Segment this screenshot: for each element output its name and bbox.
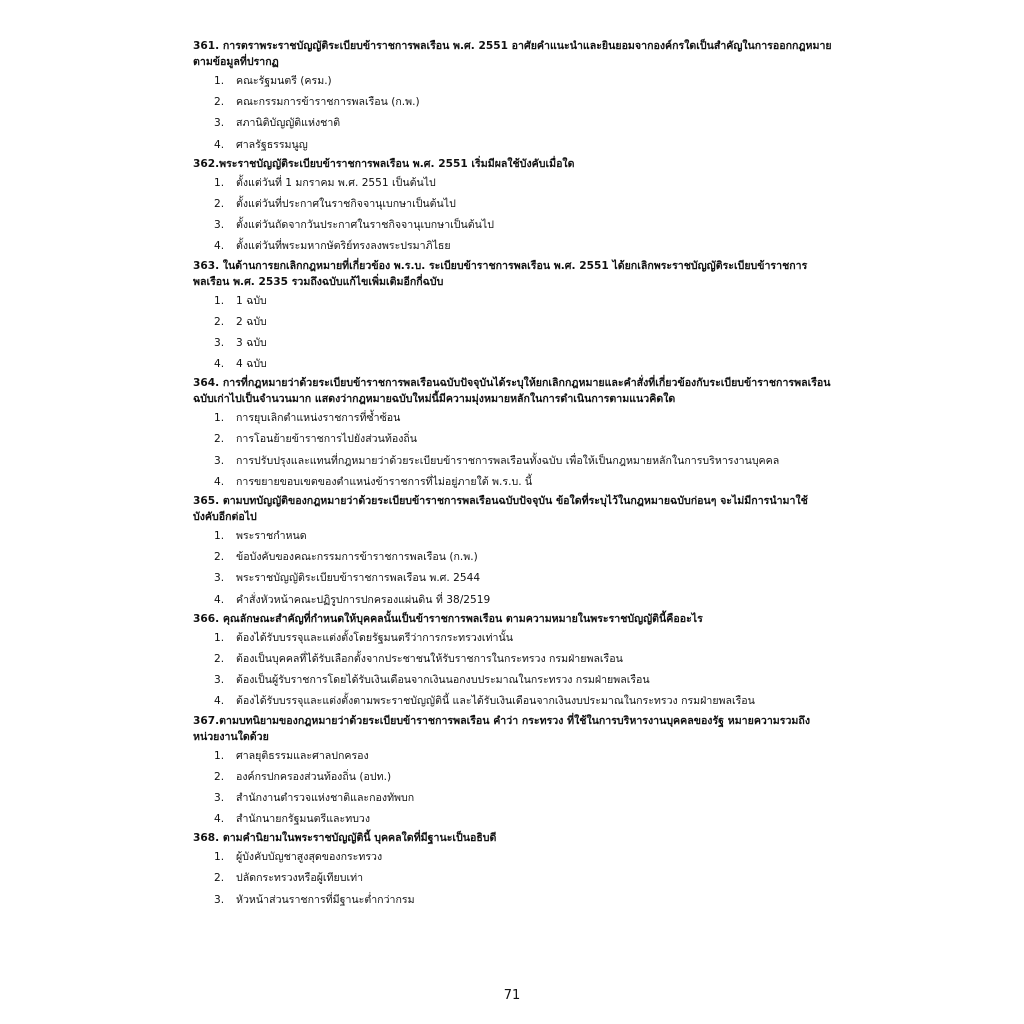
question-text: 362.พระราชบัญญัติระเบียบข้าราชการพลเรือน พ.ศ. 2551 เริ่มมีผลใช้บังคับเมื่อใด xyxy=(193,157,575,170)
option-text: ตั้งแต่วันที่พระมหากษัตริย์ทรงลงพระปรมาภิไธย xyxy=(236,240,451,253)
answer-options xyxy=(193,71,833,156)
option-text: สภานิติบัญญัติแห่งชาติ xyxy=(236,117,341,130)
option-number: 2. xyxy=(214,96,225,109)
option-text: ผู้บังคับบัญชาสูงสุดของกระทรวง xyxy=(236,851,383,864)
option-number: 1. xyxy=(214,294,225,307)
option-text: 4 ฉบับ xyxy=(236,358,267,371)
answer-option xyxy=(193,547,833,568)
answer-options xyxy=(193,173,833,258)
option-text: สำนักนายกรัฐมนตรีและทบวง xyxy=(236,813,371,826)
option-number: 4. xyxy=(214,240,225,253)
answer-options xyxy=(193,526,833,611)
question-block xyxy=(193,156,833,258)
option-text: การยุบเลิกตำแหน่งราชการที่ซ้ำซ้อน xyxy=(236,412,401,425)
option-number: 3. xyxy=(214,893,225,906)
answer-option xyxy=(193,236,833,257)
question-text: 366. คุณลักษณะสำคัญที่กำหนดให้บุคคลนั้นเป็นข้าราชการพลเรือน ตามความหมายในพระราชบัญญัตินี้คืออะไร xyxy=(193,612,703,625)
option-text: การขยายขอบเขตของตำแหน่งข้าราชการที่ไม่อยู่ภายใต้ พ.ร.บ. นี้ xyxy=(236,475,533,488)
option-text: ตั้งแต่วันที่ประกาศในราชกิจจานุเบกษาเป็นต้นไป xyxy=(236,197,456,210)
option-number: 2. xyxy=(214,551,225,564)
answer-option xyxy=(193,746,833,767)
answer-options xyxy=(193,847,833,911)
answer-option xyxy=(193,408,833,429)
option-number: 2. xyxy=(214,197,225,210)
question-block xyxy=(193,38,833,156)
question-text: 368. ตามคำนิยามในพระราชบัญญัตินี้ บุคคลใดที่มีฐานะเป็นอธิบดี xyxy=(193,832,497,845)
answer-option xyxy=(193,71,833,92)
question-text: 367.ตามบทนิยามของกฎหมายว่าด้วยระเบียบข้าราชการพลเรือน คำว่า กระทรวง ที่ใช้ในการบริหารงานบุคคลของรัฐ หมายความรวมถึงหน่วยงานใดด้วย xyxy=(193,714,811,743)
answer-options xyxy=(193,628,833,713)
option-text: ต้องเป็นบุคคลที่ได้รับเลือกตั้งจากประชาชนให้รับราชการในกระทรวง กรมฝ่ายพลเรือน xyxy=(236,652,623,665)
question-block xyxy=(193,375,833,493)
option-number: 3. xyxy=(214,454,225,467)
option-text: 2 ฉบับ xyxy=(236,315,267,328)
answer-option xyxy=(193,194,833,215)
option-number: 2. xyxy=(214,652,225,665)
answer-option xyxy=(193,333,833,354)
answer-option xyxy=(193,809,833,830)
answer-option xyxy=(193,868,833,889)
option-number: 4. xyxy=(214,475,225,488)
question-block xyxy=(193,493,833,611)
option-number: 3. xyxy=(214,336,225,349)
option-text: ต้องได้รับบรรจุและแต่งตั้งโดยรัฐมนตรีว่าการกระทรวงเท่านั้น xyxy=(236,631,513,644)
answer-option xyxy=(193,312,833,333)
page-number: 71 xyxy=(503,988,521,1003)
option-number: 1. xyxy=(214,75,225,87)
option-number: 4. xyxy=(214,593,225,606)
option-number: 1. xyxy=(214,749,225,762)
answer-option xyxy=(193,847,833,868)
option-text: การโอนย้ายข้าราชการไปยังส่วนท้องถิ่น xyxy=(236,433,418,446)
option-number: 3. xyxy=(214,572,225,585)
option-text: พระราชกำหนด xyxy=(236,530,307,542)
option-text: ตั้งแต่วันถัดจากวันประกาศในราชกิจจานุเบกษาเป็นต้นไป xyxy=(236,219,494,232)
option-text: 3 ฉบับ xyxy=(236,336,267,349)
option-number: 4. xyxy=(214,695,225,708)
option-number: 2. xyxy=(214,433,225,446)
answer-option xyxy=(193,291,833,312)
answer-options xyxy=(193,291,833,376)
question-block xyxy=(193,258,833,376)
answer-option xyxy=(193,788,833,809)
answer-option xyxy=(193,767,833,788)
option-text: ศาลยุติธรรมและศาลปกครอง xyxy=(236,749,369,762)
question-text: 363. ในด้านการยกเลิกกฎหมายที่เกี่ยวข้อง พ.ร.บ. ระเบียบข้าราชการพลเรือน พ.ศ. 2551 ได้ยกเลิกพระราชบัญญัติระเบียบข้าราชการพลเรือน พ.ศ. 2535 รวมถึงฉบับแก้ไขเพิ่มเติมอีกกี่ฉบับ xyxy=(193,259,808,288)
option-number: 4. xyxy=(214,358,225,371)
option-text: องค์กรปกครองส่วนท้องถิ่น (อปท.) xyxy=(236,770,392,783)
option-number: 3. xyxy=(214,117,225,130)
answer-option xyxy=(193,670,833,691)
option-number: 1. xyxy=(214,176,225,189)
option-number: 3. xyxy=(214,219,225,232)
option-text: การปรับปรุงและแทนที่กฎหมายว่าด้วยระเบียบข้าราชการพลเรือนทั้งฉบับ เพื่อให้เป็นกฎหมายหลักในการบริหารงานบุคคล xyxy=(236,454,780,467)
answer-option xyxy=(193,135,833,156)
answer-option xyxy=(193,113,833,134)
answer-option xyxy=(193,429,833,450)
answer-option xyxy=(193,890,833,911)
question-block xyxy=(193,611,833,713)
answer-option xyxy=(193,451,833,472)
option-text: ต้องเป็นผู้รับราชการโดยได้รับเงินเดือนจากเงินนอกงบประมาณในกระทรวง กรมฝ่ายพลเรือน xyxy=(236,674,650,687)
answer-option xyxy=(193,173,833,194)
option-number: 4. xyxy=(214,138,225,151)
answer-options xyxy=(193,746,833,831)
option-text: คำสั่งหัวหน้าคณะปฏิรูปการปกครองแผ่นดิน ที่ 38/2519 xyxy=(236,593,491,606)
option-number: 2. xyxy=(214,315,225,328)
question-block xyxy=(193,830,833,911)
option-number: 1. xyxy=(214,530,225,542)
option-number: 3. xyxy=(214,674,225,687)
answer-option xyxy=(193,92,833,113)
question-block xyxy=(193,713,833,831)
answer-option xyxy=(193,354,833,375)
answer-option xyxy=(193,590,833,611)
option-number: 1. xyxy=(214,851,225,864)
option-text: ศาลรัฐธรรมนูญ xyxy=(236,138,308,151)
option-number: 1. xyxy=(214,631,225,644)
option-number: 4. xyxy=(214,813,225,826)
answer-option xyxy=(193,472,833,493)
answer-option xyxy=(193,526,833,547)
option-text: คณะกรรมการข้าราชการพลเรือน (ก.พ.) xyxy=(236,96,420,109)
option-number: 3. xyxy=(214,791,225,804)
option-text: 1 ฉบับ xyxy=(236,294,267,307)
option-text: พระราชบัญญัติระเบียบข้าราชการพลเรือน พ.ศ. 2544 xyxy=(236,572,481,585)
answer-option xyxy=(193,215,833,236)
option-number: 1. xyxy=(214,412,225,425)
option-text: ข้อบังคับของคณะกรรมการข้าราชการพลเรือน (ก.พ.) xyxy=(236,551,478,564)
option-text: คณะรัฐมนตรี (ครม.) xyxy=(236,75,332,87)
answer-option xyxy=(193,649,833,670)
option-number: 2. xyxy=(214,770,225,783)
question-list xyxy=(193,38,833,911)
option-text: ตั้งแต่วันที่ 1 มกราคม พ.ศ. 2551 เป็นต้นไป xyxy=(236,176,436,189)
option-text: ต้องได้รับบรรจุและแต่งตั้งตามพระราชบัญญัตินี้ และได้รับเงินเดือนจากเงินงบประมาณในกระทรวง กรมฝ่ายพลเรือน xyxy=(236,695,755,708)
answer-options xyxy=(193,408,833,493)
question-text: 361. การตราพระราชบัญญัติระเบียบข้าราชการพลเรือน พ.ศ. 2551 อาศัยคำแนะนำและยินยอมจากองค์กรใดเป็นสำคัญในการออกกฎหมายตามข้อมูลที่ปรากฏ xyxy=(193,40,832,68)
option-number: 2. xyxy=(214,872,225,885)
option-text: สำนักงานตำรวจแห่งชาติและกองทัพบก xyxy=(236,791,415,804)
answer-option xyxy=(193,628,833,649)
question-text: 365. ตามบทบัญญัติของกฎหมายว่าด้วยระเบียบข้าราชการพลเรือนฉบับปัจจุบัน ข้อใดที่ระบุไว้ในกฎหมายฉบับก่อนๆ จะไม่มีการนำมาใช้บังคับอีกต่อไป xyxy=(193,495,808,523)
answer-option xyxy=(193,691,833,712)
answer-option xyxy=(193,568,833,589)
option-text: ปลัดกระทรวงหรือผู้เทียบเท่า xyxy=(236,872,364,885)
question-text: 364. การที่กฎหมายว่าด้วยระเบียบข้าราชการพลเรือนฉบับปัจจุบันได้ระบุให้ยกเลิกกฎหมายและคำสั่งที่เกี่ยวข้องกับระเบียบข้าราชการพลเรือนฉบับเก่าไปเป็นจำนวนมาก แสดงว่ากฎหมายฉบับใหม่นี้มีความมุ่งหมายหลักในการดำเนินการตามแนวคิดใด xyxy=(193,377,831,406)
option-text: หัวหน้าส่วนราชการที่มีฐานะต่ำกว่ากรม xyxy=(236,893,415,906)
